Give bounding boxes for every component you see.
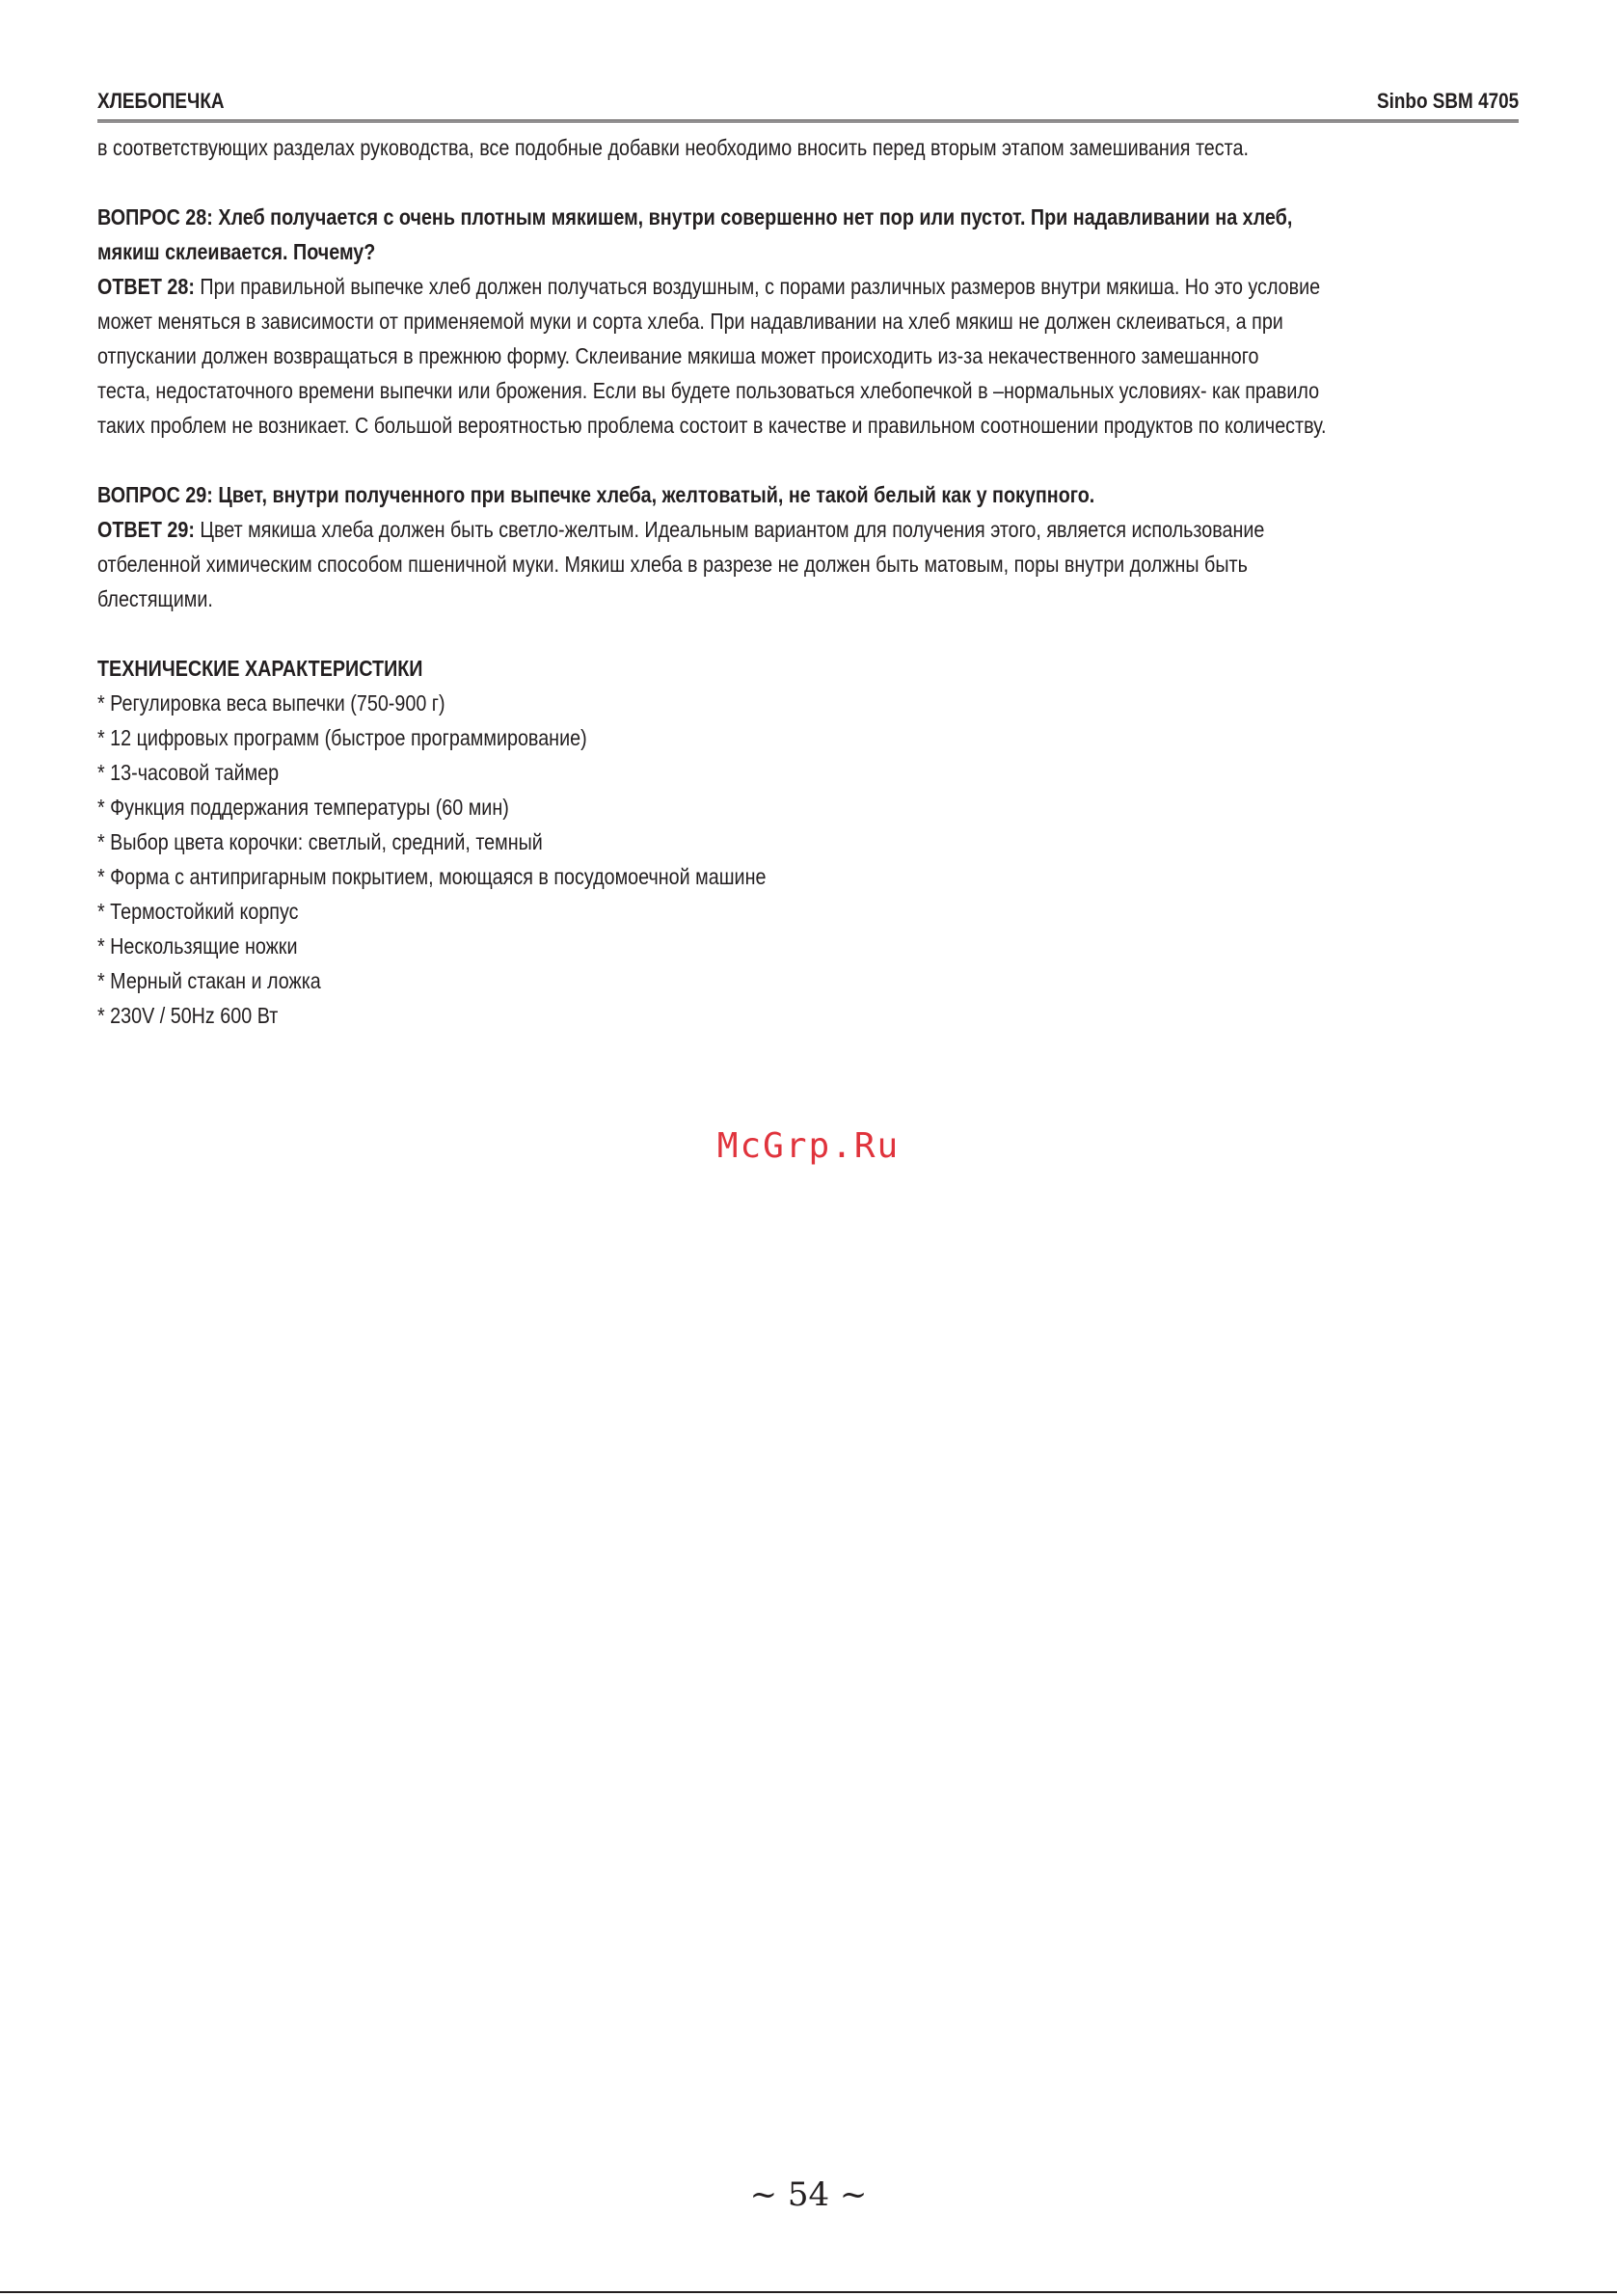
watermark-link[interactable]: McGrp.Ru	[716, 1126, 901, 1166]
spec-item: * 13-часовой таймер	[97, 760, 280, 785]
answer-29-text: Цвет мякиша хлеба должен быть светло-желтым. Идеальным вариантом для получения этого, является использование	[194, 517, 1265, 542]
spec-item: * Выбор цвета корочки: светлый, средний, темный	[97, 829, 543, 854]
answer-28-line-2: может меняться в зависимости от применяемой муки и сорта хлеба. При надавливании на хлеб мякиш не должен склеиваться, а при	[97, 309, 1283, 334]
answer-28-line-1	[97, 269, 1518, 304]
intro-line: в соответствующих разделах руководства, все подобные добавки необходимо вносить перед вторым этапом замешивания теста.	[97, 135, 1249, 160]
page-header	[97, 85, 1519, 122]
spec-item: * Форма с антипригарным покрытием, моющаяся в посудомоечной машине	[97, 864, 767, 889]
answer-29-line-3: блестящими.	[97, 586, 213, 611]
question-28-section	[97, 200, 1519, 443]
answer-28-text: При правильной выпечке хлеб должен получаться воздушным, с порами различных размеров внутри мякиша. Но это условие	[194, 274, 1321, 299]
spec-item: * 12 цифровых программ (быстрое программирование)	[97, 725, 587, 750]
answer-29-label: ОТВЕТ 29:	[97, 517, 195, 542]
question-29-line: ВОПРОС 29: Цвет, внутри полученного при выпечке хлеба, желтоватый, не такой белый как у покупного.	[97, 482, 1095, 507]
question-28-line-2: мякиш склеивается. Почему?	[97, 239, 376, 264]
answer-28-line-3: отпускании должен возвращаться в прежнюю форму. Склеивание мякиша может происходить из-за некачественного замешанного	[97, 343, 1259, 368]
spec-item: * Мерный стакан и ложка	[97, 968, 321, 993]
spec-item: * Регулировка веса выпечки (750-900 г)	[97, 690, 445, 716]
answer-29-line-2: отбеленной химическим способом пшеничной муки. Мякиш хлеба в разрезе не должен быть матовым, поры внутри должны быть	[97, 552, 1248, 577]
specs-title: ТЕХНИЧЕСКИЕ ХАРАКТЕРИСТИКИ	[97, 656, 423, 681]
answer-29-line-1	[97, 512, 1518, 547]
answer-28-line-5: таких проблем не возникает. С большой вероятностью проблема состоит в качестве и правильном соотношении продуктов по количеству.	[97, 413, 1327, 438]
specs-section	[97, 651, 1519, 1033]
bottom-divider	[0, 2291, 1617, 2293]
question-28-line-1: ВОПРОС 28: Хлеб получается с очень плотным мякишем, внутри совершенно нет пор или пустот. При надавливании на хлеб,	[97, 204, 1293, 230]
page-content	[97, 130, 1519, 1033]
spec-item: * 230V / 50Hz 600 Вт	[97, 1003, 279, 1028]
question-29-section	[97, 477, 1519, 616]
spec-item: * Функция поддержания температуры (60 мин)	[97, 795, 509, 820]
spec-item: * Нескользящие ножки	[97, 933, 298, 959]
model-name: Sinbo SBM 4705	[1376, 89, 1519, 113]
document-title: ХЛЕБОПЕЧКА	[97, 89, 225, 113]
spec-item: * Термостойкий корпус	[97, 899, 299, 924]
answer-28-line-4: теста, недостаточного времени выпечки или брожения. Если вы будете пользоваться хлебопечкой в –нормальных условиях- как правило	[97, 378, 1320, 403]
page-number: ~ 54 ~	[749, 2175, 868, 2214]
answer-28-label: ОТВЕТ 28:	[97, 274, 195, 299]
